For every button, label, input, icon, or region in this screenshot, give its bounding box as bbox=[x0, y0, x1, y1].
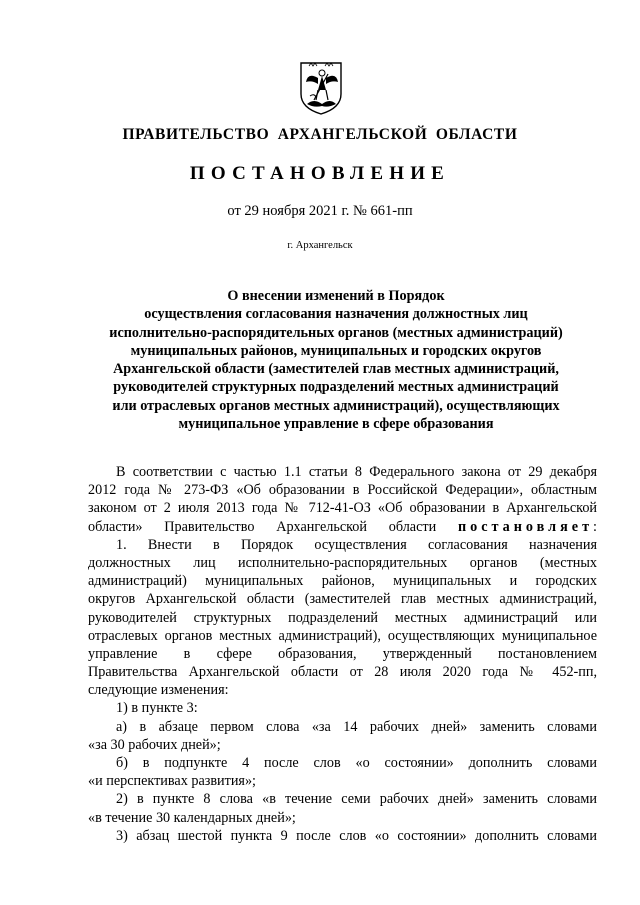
body-line: «в течение 30 календарных дней»; bbox=[88, 809, 296, 826]
document-date-number: от 29 ноября 2021 г. № 661-пп bbox=[227, 203, 413, 219]
list-item: 3) абзац шестой пункта 9 после слов «о состоянии» дополнить словами bbox=[116, 827, 597, 844]
list-item: б) в подпункте 4 после слов «о состоянии» дополнить словами bbox=[116, 755, 597, 771]
body-line: «за 30 рабочих дней»; bbox=[88, 736, 221, 753]
body-text: : bbox=[593, 518, 597, 535]
body-line: 1. Внести в Порядок осуществления согласования назначения bbox=[116, 536, 597, 553]
resolution-keyword: постановляет bbox=[457, 518, 594, 535]
title-line: О внесении изменений в Порядок bbox=[227, 288, 445, 304]
organization-name: ПРАВИТЕЛЬСТВО АРХАНГЕЛЬСКОЙ ОБЛАСТИ bbox=[122, 126, 518, 143]
document-city: г. Архангельск bbox=[287, 240, 353, 251]
body-line: должностных лиц исполнительно-распорядительных органов (местных bbox=[88, 554, 597, 571]
body-line: управление в сфере образования, утвержденный постановлением bbox=[88, 645, 597, 662]
title-line: руководителей структурных подразделений местных администраций bbox=[113, 379, 559, 396]
body-line: следующие изменения: bbox=[88, 682, 229, 699]
body-line: 2012 года № 273-ФЗ «Об образовании в Российской Федерации», областным bbox=[88, 482, 597, 499]
body-line: В соответствии с частью 1.1 статьи 8 Федерального закона от 29 декабря bbox=[116, 464, 597, 480]
body-line: отраслевых органов местных администраций), осуществляющих муниципальное bbox=[88, 627, 597, 644]
body-line: Правительства Архангельской области от 28 июля 2020 года № 452-пп, bbox=[88, 664, 597, 681]
arkhangelsk-coat-of-arms-icon bbox=[298, 60, 344, 116]
title-line: осуществления согласования назначения должностных лиц bbox=[144, 306, 528, 323]
body-text: области» Правительство Архангельской области bbox=[88, 518, 437, 535]
title-line: Архангельской области (заместителей глав местных администраций, bbox=[113, 361, 559, 378]
body-line: законом от 2 июля 2013 года № 712-41-ОЗ «Об образовании в Архангельской bbox=[88, 500, 597, 517]
list-item: 1) в пункте 3: bbox=[116, 700, 198, 717]
body-line: «и перспективах развития»; bbox=[88, 773, 256, 790]
title-line: муниципальное управление в сфере образования bbox=[178, 416, 494, 433]
body-line: администраций) муниципальных районов, муниципальных и городских bbox=[88, 573, 597, 590]
list-item: а) в абзаце первом слова «за 14 рабочих дней» заменить словами bbox=[116, 718, 597, 735]
list-item: 2) в пункте 8 слова «в течение семи рабочих дней» заменить словами bbox=[116, 791, 597, 808]
document-title bbox=[88, 287, 584, 433]
coat-of-arms-emblem bbox=[298, 60, 344, 116]
title-line: или отраслевых органов местных администраций), осуществляющих bbox=[112, 397, 560, 414]
body-line: округов Архангельской области (заместителей глав местных администраций, bbox=[88, 591, 597, 608]
title-line: исполнительно-распорядительных органов (местных администраций) bbox=[109, 324, 563, 341]
title-line: муниципальных районов, муниципальных и городских округов bbox=[130, 342, 542, 359]
body-line bbox=[88, 518, 597, 536]
document-body bbox=[88, 463, 597, 845]
document-type: ПОСТАНОВЛЕНИЕ bbox=[189, 163, 451, 184]
body-line: руководителей структурных подразделений местных администраций или bbox=[88, 609, 597, 626]
